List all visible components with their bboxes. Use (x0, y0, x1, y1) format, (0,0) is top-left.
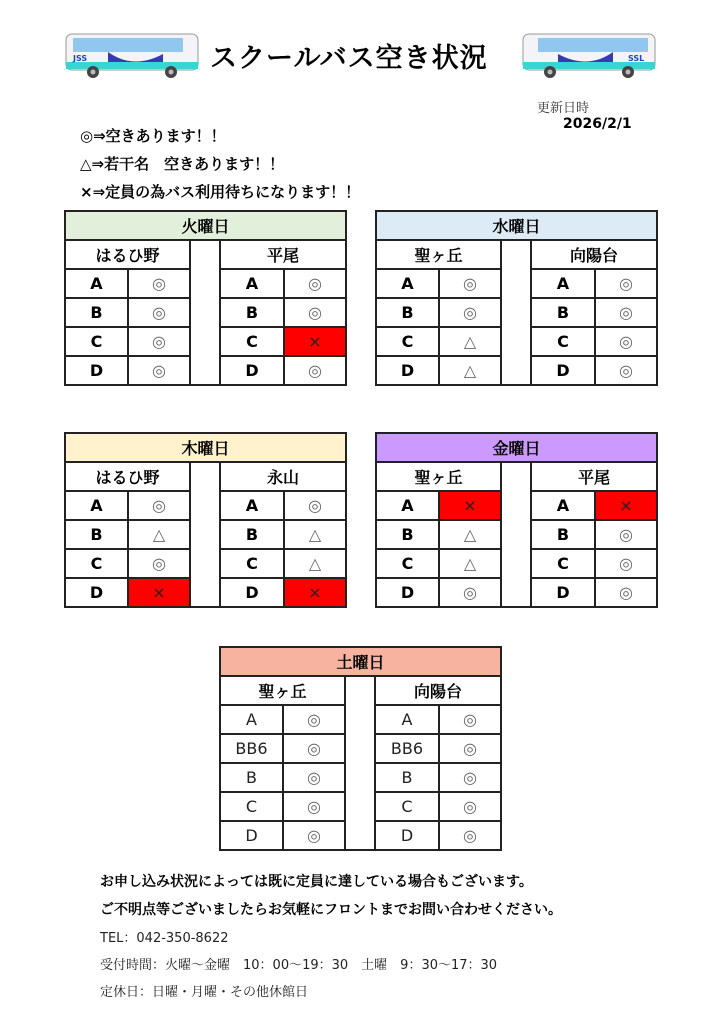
availability-status: ◎ (595, 269, 657, 298)
availability-status: ◎ (439, 298, 501, 327)
bus-label: D (220, 821, 283, 850)
bus-label: BB6 (375, 734, 439, 763)
bus-label: B (531, 298, 595, 327)
column-gap (190, 240, 220, 385)
bus-label: A (220, 491, 284, 520)
bus-label: C (220, 549, 284, 578)
bus-illustration-left (63, 30, 201, 80)
bus-label: BB6 (220, 734, 283, 763)
availability-status: ◎ (439, 763, 501, 792)
availability-status: △ (439, 520, 501, 549)
tel-number: TEL：042-350-8622 (100, 931, 229, 946)
bus-illustration-right (520, 30, 658, 80)
availability-status: × (439, 491, 501, 520)
bus-label: B (375, 763, 439, 792)
availability-status: ◎ (284, 356, 346, 385)
column-gap (501, 240, 531, 385)
availability-status: × (128, 578, 190, 607)
availability-status: ◎ (128, 327, 190, 356)
bus-label: D (376, 578, 439, 607)
availability-status: ◎ (284, 269, 346, 298)
column-gap (501, 462, 531, 607)
notice-contact: ご不明点等ございましたらお気軽にフロントまでお問い合わせください。 (100, 902, 562, 918)
bus-label: C (65, 327, 128, 356)
availability-status: ◎ (283, 705, 345, 734)
bus-label: B (531, 520, 595, 549)
bus-label: A (375, 705, 439, 734)
bus-label: D (220, 356, 284, 385)
bus-label: D (531, 356, 595, 385)
availability-status: ◎ (128, 298, 190, 327)
bus-label: A (376, 491, 439, 520)
day-header: 土曜日 (220, 647, 501, 676)
bus-label: D (376, 356, 439, 385)
stop-name: 聖ヶ丘 (220, 676, 345, 705)
bus-label: B (376, 298, 439, 327)
bus-label: D (65, 578, 128, 607)
bus-label: A (531, 269, 595, 298)
availability-status: ◎ (595, 520, 657, 549)
availability-status: ◎ (128, 491, 190, 520)
availability-status: ◎ (128, 549, 190, 578)
bus-label: B (65, 520, 128, 549)
schedule-tuesday (64, 210, 347, 386)
bus-label: A (65, 491, 128, 520)
legend-few-seats: △⇒若干名 空きあります！！ (80, 155, 285, 173)
availability-status: ◎ (283, 763, 345, 792)
availability-status: ◎ (439, 734, 501, 763)
schedule-thursday (64, 432, 347, 608)
stop-name: はるひ野 (65, 240, 190, 269)
availability-status: ◎ (595, 578, 657, 607)
availability-status: × (284, 578, 346, 607)
bus-label: B (65, 298, 128, 327)
bus-label: B (376, 520, 439, 549)
bus-label: B (220, 520, 284, 549)
legend-available: ◎⇒空きあります！！ (80, 127, 226, 145)
bus-label: A (220, 269, 284, 298)
stop-name: 聖ヶ丘 (376, 462, 501, 491)
bus-label: A (220, 705, 283, 734)
bus-label: C (220, 327, 284, 356)
availability-status: ◎ (283, 792, 345, 821)
svg-text:JSS: JSS (73, 54, 88, 63)
availability-status: ◎ (439, 792, 501, 821)
stop-name: 向陽台 (531, 240, 657, 269)
availability-status: ◎ (439, 821, 501, 850)
stop-name: はるひ野 (65, 462, 190, 491)
bus-label: C (531, 327, 595, 356)
availability-status: △ (128, 520, 190, 549)
availability-status: × (284, 327, 346, 356)
svg-text:SSL: SSL (628, 54, 645, 63)
bus-label: B (220, 763, 283, 792)
schedule-friday (375, 432, 658, 608)
day-header: 水曜日 (376, 211, 657, 240)
bus-label: C (376, 549, 439, 578)
bus-label: D (220, 578, 284, 607)
availability-status: ◎ (439, 578, 501, 607)
availability-status: ◎ (595, 327, 657, 356)
availability-status: ◎ (128, 269, 190, 298)
availability-status: ◎ (283, 821, 345, 850)
column-gap (190, 462, 220, 607)
day-header: 火曜日 (65, 211, 346, 240)
schedule-saturday (219, 646, 502, 851)
updated-date: 2026/2/1 (563, 116, 632, 132)
legend-full: ×⇒定員の為バス利用待ちになります！！ (80, 183, 361, 201)
bus-label: A (65, 269, 128, 298)
bus-label: A (531, 491, 595, 520)
stop-name: 平尾 (531, 462, 657, 491)
bus-label: C (375, 792, 439, 821)
availability-status: ◎ (595, 298, 657, 327)
stop-name: 永山 (220, 462, 346, 491)
availability-status: ◎ (128, 356, 190, 385)
bus-label: D (65, 356, 128, 385)
availability-status: ◎ (595, 356, 657, 385)
availability-status: ◎ (283, 734, 345, 763)
updated-label: 更新日時 (537, 101, 590, 116)
stop-name: 平尾 (220, 240, 346, 269)
availability-status: ◎ (439, 705, 501, 734)
day-header: 木曜日 (65, 433, 346, 462)
availability-status: △ (284, 549, 346, 578)
availability-status: ◎ (595, 549, 657, 578)
schedule-wednesday (375, 210, 658, 386)
notice-capacity: お申し込み状況によっては既に定員に達している場合もございます。 (100, 874, 533, 890)
availability-status: △ (284, 520, 346, 549)
day-header: 金曜日 (376, 433, 657, 462)
bus-label: B (220, 298, 284, 327)
bus-label: C (531, 549, 595, 578)
column-gap (345, 676, 375, 850)
availability-status: △ (439, 327, 501, 356)
availability-status: ◎ (284, 298, 346, 327)
closed-days: 定休日：日曜・月曜・その他休館日 (100, 985, 309, 1000)
availability-status: × (595, 491, 657, 520)
availability-status: ◎ (284, 491, 346, 520)
reception-hours: 受付時間：火曜〜金曜 10：00〜19：30 土曜 9：30〜17：30 (100, 958, 498, 973)
availability-status: △ (439, 549, 501, 578)
bus-label: D (531, 578, 595, 607)
bus-label: A (376, 269, 439, 298)
bus-label: C (65, 549, 128, 578)
stop-name: 聖ヶ丘 (376, 240, 501, 269)
availability-status: ◎ (439, 269, 501, 298)
stop-name: 向陽台 (375, 676, 501, 705)
bus-label: C (376, 327, 439, 356)
bus-label: D (375, 821, 439, 850)
bus-label: C (220, 792, 283, 821)
page-title: スクールバス空き状況 (210, 43, 488, 74)
availability-status: △ (439, 356, 501, 385)
